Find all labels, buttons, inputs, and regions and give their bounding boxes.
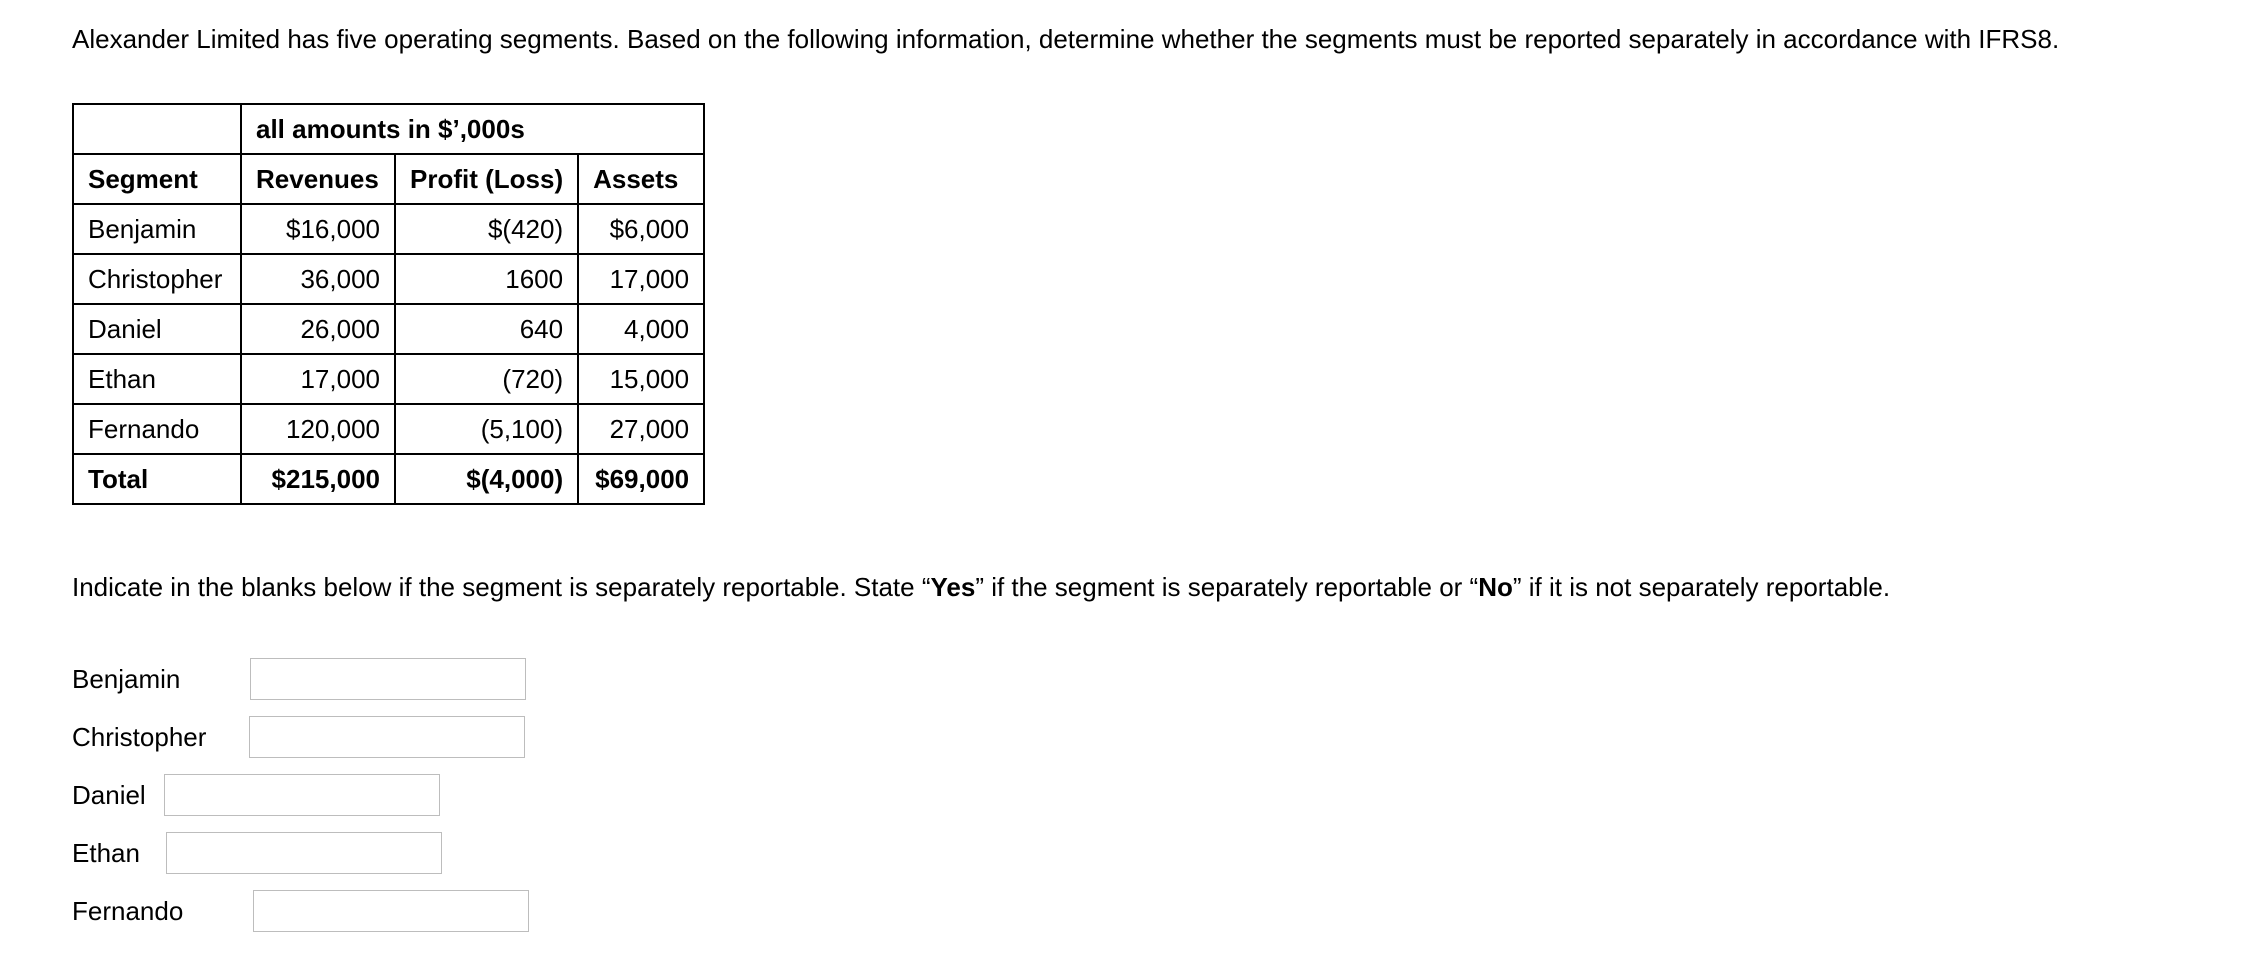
table-total-row xyxy=(73,454,704,504)
instruction-part-2: ” if the segment is separately reportable or “ xyxy=(975,572,1479,602)
answer-input-ethan[interactable] xyxy=(166,832,442,874)
answer-label-fernando: Fernando xyxy=(72,896,184,926)
revenue-cell: $16,000 xyxy=(241,204,395,254)
profit-loss-cell: 640 xyxy=(395,304,578,354)
answer-input-benjamin[interactable] xyxy=(250,658,526,700)
column-header-revenues: Revenues xyxy=(241,154,395,204)
assets-cell: 27,000 xyxy=(578,404,704,454)
answer-input-daniel[interactable] xyxy=(164,774,440,816)
answer-input-fernando[interactable] xyxy=(253,890,529,932)
profit-loss-cell: 1600 xyxy=(395,254,578,304)
table-column-header-row xyxy=(73,154,704,204)
answer-label-benjamin: Benjamin xyxy=(72,664,181,694)
total-revenue-cell: $215,000 xyxy=(241,454,395,504)
segment-name-cell: Ethan xyxy=(73,354,241,404)
column-header-profit-loss: Profit (Loss) xyxy=(395,154,578,204)
total-assets-cell: $69,000 xyxy=(578,454,704,504)
profit-loss-cell: $(420) xyxy=(395,204,578,254)
answer-input-christopher[interactable] xyxy=(249,716,525,758)
instruction-part-1: Indicate in the blanks below if the segment is separately reportable. State “ xyxy=(72,572,931,602)
amounts-unit-header: all amounts in $’,000s xyxy=(241,104,704,154)
table-corner-cell xyxy=(73,104,241,154)
total-profit-loss-cell: $(4,000) xyxy=(395,454,578,504)
column-header-segment: Segment xyxy=(73,154,241,204)
column-header-assets: Assets xyxy=(578,154,704,204)
revenue-cell: 36,000 xyxy=(241,254,395,304)
table-row xyxy=(73,304,704,354)
assets-cell: $6,000 xyxy=(578,204,704,254)
instruction-no: No xyxy=(1478,572,1513,602)
table-row xyxy=(73,254,704,304)
instruction-text xyxy=(72,570,1890,604)
profit-loss-cell: (720) xyxy=(395,354,578,404)
table-group-header-row xyxy=(73,104,704,154)
instruction-yes: Yes xyxy=(930,572,976,602)
instruction-part-3: ” if it is not separately reportable. xyxy=(1512,572,1891,602)
revenue-cell: 120,000 xyxy=(241,404,395,454)
total-label-cell: Total xyxy=(73,454,241,504)
segment-name-cell: Benjamin xyxy=(73,204,241,254)
segment-name-cell: Christopher xyxy=(73,254,241,304)
segment-table xyxy=(72,103,705,505)
answer-label-ethan: Ethan xyxy=(72,838,140,868)
segment-name-cell: Fernando xyxy=(73,404,241,454)
answer-label-daniel: Daniel xyxy=(72,780,146,810)
assets-cell: 4,000 xyxy=(578,304,704,354)
segment-name-cell: Daniel xyxy=(73,304,241,354)
assets-cell: 15,000 xyxy=(578,354,704,404)
assets-cell: 17,000 xyxy=(578,254,704,304)
table-row xyxy=(73,204,704,254)
profit-loss-cell: (5,100) xyxy=(395,404,578,454)
table-row xyxy=(73,404,704,454)
revenue-cell: 17,000 xyxy=(241,354,395,404)
answer-label-christopher: Christopher xyxy=(72,722,207,752)
table-row xyxy=(73,354,704,404)
revenue-cell: 26,000 xyxy=(241,304,395,354)
question-intro: Alexander Limited has five operating segments. Based on the following information, determine whether the segments must be reported separately in accordance with IFRS8. xyxy=(72,24,2060,54)
